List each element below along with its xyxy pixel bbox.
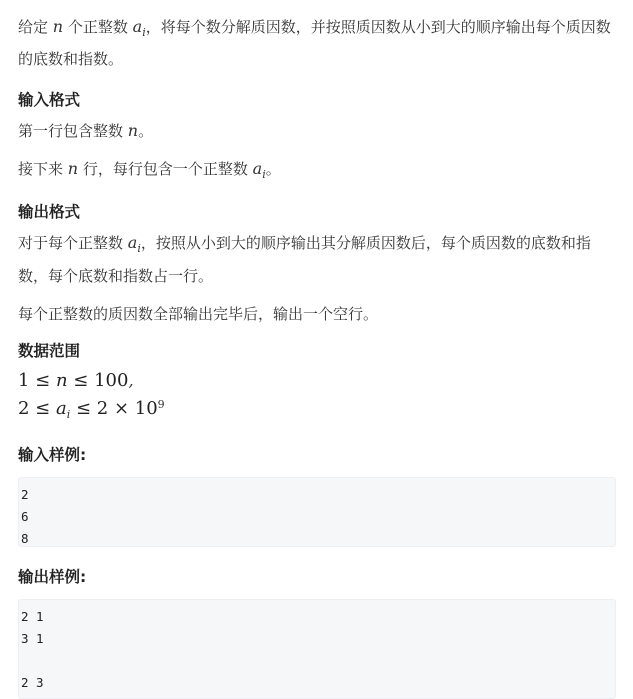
problem-statement bbox=[18, 14, 618, 699]
output-format-line-1: 对于每个正整数 $a_i$，按照从小到大的顺序输出其分解质因数后，每个质因数的底数和指数，每个底数和指数占一行。 bbox=[18, 233, 591, 285]
intro-text: 给定 bbox=[18, 18, 53, 36]
output-format-heading: 输出格式 bbox=[18, 203, 81, 222]
intro-text: 个正整数 bbox=[63, 18, 133, 36]
intro-text: ，将每个数分解质因数，并按照质因数从小到大的顺序输出每个质因数的底数和指数。 bbox=[18, 18, 611, 69]
data-range-line-2: $2 \le a_i \le 2 \times 10^9$ bbox=[18, 397, 165, 421]
sample-output-code-block[interactable]: 2 1 3 1 2 3 bbox=[18, 599, 616, 699]
problem-description bbox=[18, 14, 618, 72]
input-format-line-1: 第一行包含整数 n。 bbox=[18, 121, 154, 141]
sample-input-heading: 输入样例: bbox=[18, 445, 87, 464]
output-format-line-2: 每个正整数的质因数全部输出完毕后，输出一个空行。 bbox=[18, 304, 379, 323]
data-range-line-1: 1 ≤ n ≤ 100, bbox=[18, 369, 134, 391]
sample-input-code-block[interactable]: 2 6 8 bbox=[18, 477, 616, 547]
sample-output-heading: 输出样例: bbox=[18, 567, 87, 586]
data-range-heading: 数据范围 bbox=[18, 341, 81, 360]
math-a-i: $a_i$ bbox=[132, 17, 146, 40]
input-format-line-2: 接下来 n 行，每行包含一个正整数 $a_i$。 bbox=[18, 159, 281, 182]
math-n: n bbox=[52, 17, 64, 36]
input-format-heading: 输入格式 bbox=[18, 91, 81, 110]
